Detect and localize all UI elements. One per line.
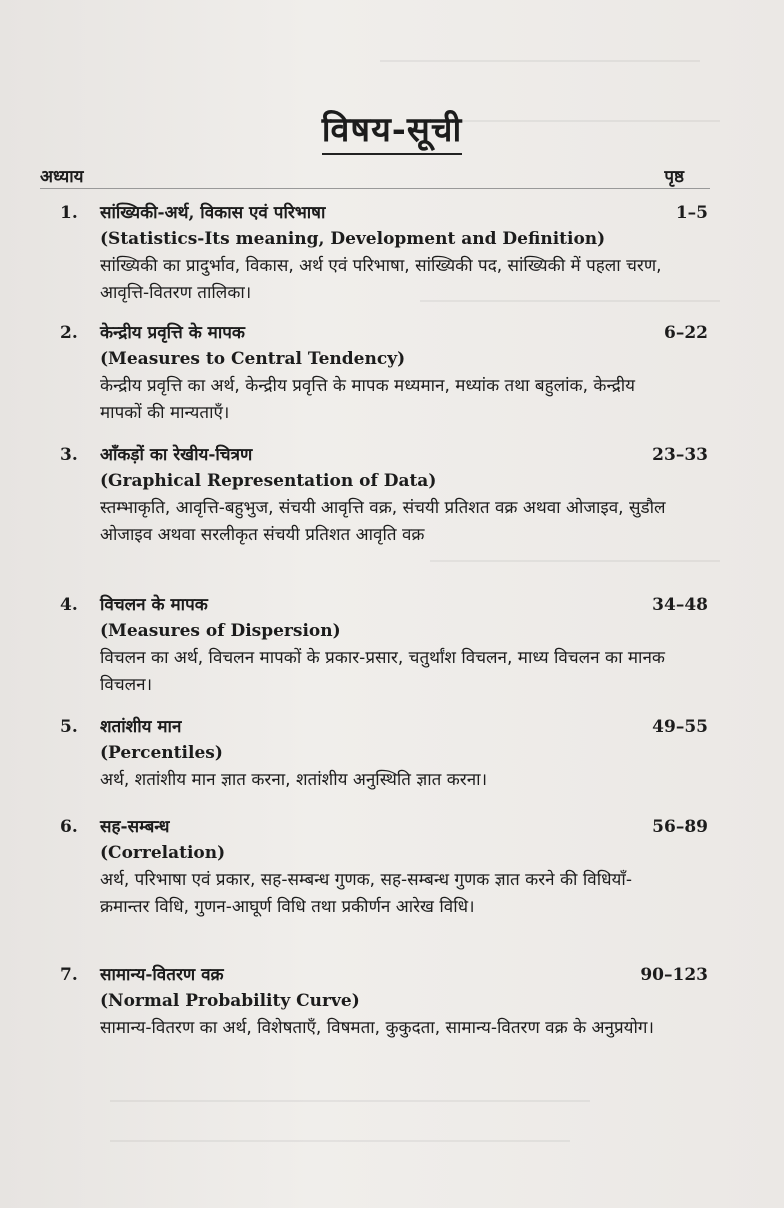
chapter-pages: 56–89 [652, 817, 708, 837]
chapter-title-hindi: शतांशीय मान [100, 717, 182, 737]
bleed-through-line [110, 1100, 590, 1102]
bleed-through-line [380, 60, 700, 62]
chapter-title-english: (Graphical Representation of Data) [100, 471, 437, 491]
chapter-number: 5. [60, 717, 78, 737]
chapter-entry-7[interactable] [60, 962, 708, 1042]
chapter-description: सांख्यिकी का प्रादुर्भाव, विकास, अर्थ एवं परिभाषा, सांख्यिकी पद, सांख्यिकी में पहला चरण, आवृत्ति-वितरण तालिका। [100, 256, 662, 303]
chapter-title-english: (Correlation) [100, 843, 226, 863]
chapter-title-hindi: आँकड़ों का रेखीय-चित्रण [100, 445, 253, 465]
chapter-pages: 49–55 [652, 717, 708, 737]
chapter-number: 6. [60, 817, 78, 837]
chapter-title-english: (Measures to Central Tendency) [100, 349, 406, 369]
chapter-description: अर्थ, शतांशीय मान ज्ञात करना, शतांशीय अनुस्थिति ज्ञात करना। [100, 770, 488, 790]
chapter-title-hindi: सामान्य-वितरण वक्र [100, 965, 224, 985]
page-title-text: विषय-सूची [322, 105, 463, 155]
header-divider [40, 188, 710, 189]
chapter-entry-3[interactable] [60, 442, 708, 549]
chapter-title-english: (Percentiles) [100, 743, 223, 763]
chapter-description: स्तम्भाकृति, आवृत्ति-बहुभुज, संचयी आवृत्ति वक्र, संचयी प्रतिशत वक्र अथवा ओजाइव, सुडौल ओजाइव अथवा सरलीकृत संचयी प्रतिशत आवृति वक्र [100, 498, 666, 545]
chapter-number: 4. [60, 595, 78, 615]
chapter-title-hindi: केन्द्रीय प्रवृत्ति के मापक [100, 323, 245, 343]
chapter-title-hindi: सांख्यिकी-अर्थ, विकास एवं परिभाषा [100, 203, 326, 223]
chapter-number: 7. [60, 965, 78, 985]
chapter-description: अर्थ, परिभाषा एवं प्रकार, सह-सम्बन्ध गुणक, सह-सम्बन्ध गुणक ज्ञात करने की विधियाँ-क्रमान्तर विधि, गुणन-आघूर्ण विधि तथा प्रकीर्णन आरेख विधि। [100, 870, 632, 917]
chapter-title-english: (Normal Probability Curve) [100, 991, 360, 1011]
chapter-number: 3. [60, 445, 78, 465]
chapter-entry-2[interactable] [60, 320, 708, 427]
bleed-through-line [430, 560, 720, 562]
chapter-description: केन्द्रीय प्रवृत्ति का अर्थ, केन्द्रीय प्रवृत्ति के मापक मध्यमान, मध्यांक तथा बहुलांक, केन्द्रीय मापकों की मान्यताएँ। [100, 376, 636, 423]
chapter-entry-4[interactable] [60, 592, 708, 699]
chapter-pages: 23–33 [652, 445, 708, 465]
chapter-pages: 34–48 [652, 595, 708, 615]
chapter-pages: 90–123 [640, 965, 708, 985]
chapter-title-hindi: सह-सम्बन्ध [100, 817, 170, 837]
chapter-number: 2. [60, 323, 78, 343]
page-title [0, 105, 784, 155]
page-column-header: पृष्ठ [664, 167, 684, 187]
chapter-pages: 6–22 [664, 323, 708, 343]
chapter-description: विचलन का अर्थ, विचलन मापकों के प्रकार-प्रसार, चतुर्थांश विचलन, माध्य विचलन का मानक विचलन। [100, 648, 665, 695]
chapter-pages: 1–5 [675, 203, 708, 223]
chapter-number: 1. [60, 203, 78, 223]
chapter-column-header: अध्याय [40, 167, 84, 187]
chapter-entry-1[interactable] [60, 200, 708, 307]
chapter-title-hindi: विचलन के मापक [100, 595, 208, 615]
chapter-entry-6[interactable] [60, 814, 708, 921]
chapter-entry-5[interactable] [60, 714, 708, 794]
chapter-title-english: (Measures of Dispersion) [100, 621, 341, 641]
chapter-title-english: (Statistics-Its meaning, Development and Definition) [100, 229, 606, 249]
bleed-through-line [110, 1140, 570, 1142]
chapter-description: सामान्य-वितरण का अर्थ, विशेषताएँ, विषमता, कुकुदता, सामान्य-वितरण वक्र के अनुप्रयोग। [100, 1018, 654, 1038]
